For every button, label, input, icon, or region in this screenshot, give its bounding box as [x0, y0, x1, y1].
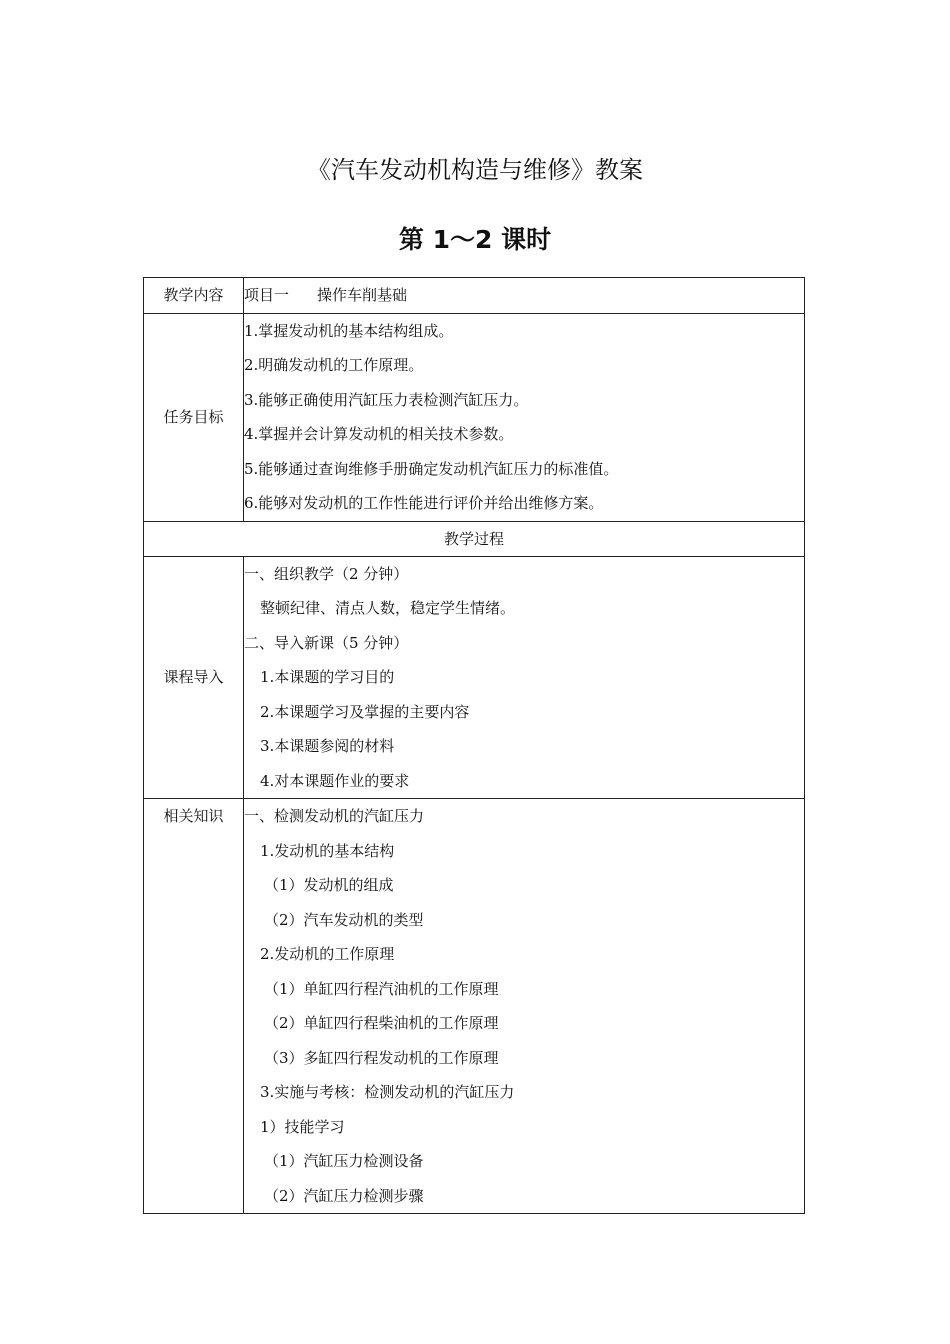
objective-item: 4.掌握并会计算发动机的相关技术参数。	[244, 425, 514, 443]
related-knowledge-content	[244, 799, 805, 1214]
knowledge-line: （1）单缸四行程汽油机的工作原理	[264, 979, 499, 998]
knowledge-line: （3）多缸四行程发动机的工作原理	[264, 1048, 499, 1067]
knowledge-line: 3.实施与考核：检测发动机的汽缸压力	[260, 1083, 515, 1101]
knowledge-line: 1）技能学习	[260, 1117, 345, 1136]
lesson-period-heading: 第 1～2 课时	[398, 225, 552, 254]
task-objectives-list	[244, 313, 805, 521]
lesson-plan-table	[143, 277, 805, 1214]
document-title: 《汽车发动机构造与维修》教案	[307, 156, 643, 184]
project-topic: 操作车削基础	[317, 286, 408, 304]
related-knowledge-row	[144, 799, 805, 1214]
task-objectives-row	[144, 313, 805, 521]
objective-item: 2.明确发动机的工作原理。	[244, 356, 424, 374]
objective-item: 1.掌握发动机的基本结构组成。	[244, 321, 454, 340]
objective-item: 5.能够通过查询维修手册确定发动机汽缸压力的标准值。	[244, 459, 619, 478]
course-intro-content	[244, 556, 805, 799]
teaching-content-value	[244, 278, 805, 314]
intro-line: 4.对本课题作业的要求	[260, 771, 410, 790]
intro-line: 二、导入新课（5 分钟）	[244, 633, 409, 652]
knowledge-line: 2.发动机的工作原理	[260, 945, 395, 963]
knowledge-line: 一、检测发动机的汽缸压力	[244, 807, 425, 825]
intro-line: 3.本课题参阅的材料	[260, 737, 395, 755]
related-knowledge-label: 相关知识	[144, 799, 244, 1214]
knowledge-line: （1）发动机的组成	[264, 876, 394, 894]
teaching-process-row	[144, 521, 805, 556]
project-number: 项目一	[244, 286, 290, 304]
course-intro-label: 课程导入	[144, 556, 244, 799]
intro-line: 一、组织教学（2 分钟）	[244, 564, 409, 583]
knowledge-line: （1）汽缸压力检测设备	[264, 1152, 424, 1170]
teaching-process-heading: 教学过程	[144, 521, 805, 556]
course-intro-row	[144, 556, 805, 799]
intro-line: 整顿纪律、清点人数，稳定学生情绪。	[260, 599, 516, 617]
task-objectives-label: 任务目标	[144, 313, 244, 521]
teaching-content-label: 教学内容	[144, 278, 244, 314]
knowledge-line: （2）汽车发动机的类型	[264, 910, 424, 929]
intro-line: 2.本课题学习及掌握的主要内容	[260, 702, 470, 721]
objective-item: 6.能够对发动机的工作性能进行评价并给出维修方案。	[244, 494, 604, 512]
knowledge-line: （2）单缸四行程柴油机的工作原理	[264, 1014, 499, 1032]
teaching-content-row	[144, 278, 805, 314]
knowledge-line: 1.发动机的基本结构	[260, 841, 395, 860]
objective-item: 3.能够正确使用汽缸压力表检测汽缸压力。	[244, 390, 529, 409]
knowledge-line: （2）汽缸压力检测步骤	[264, 1186, 424, 1205]
intro-line: 1.本课题的学习目的	[260, 668, 395, 686]
